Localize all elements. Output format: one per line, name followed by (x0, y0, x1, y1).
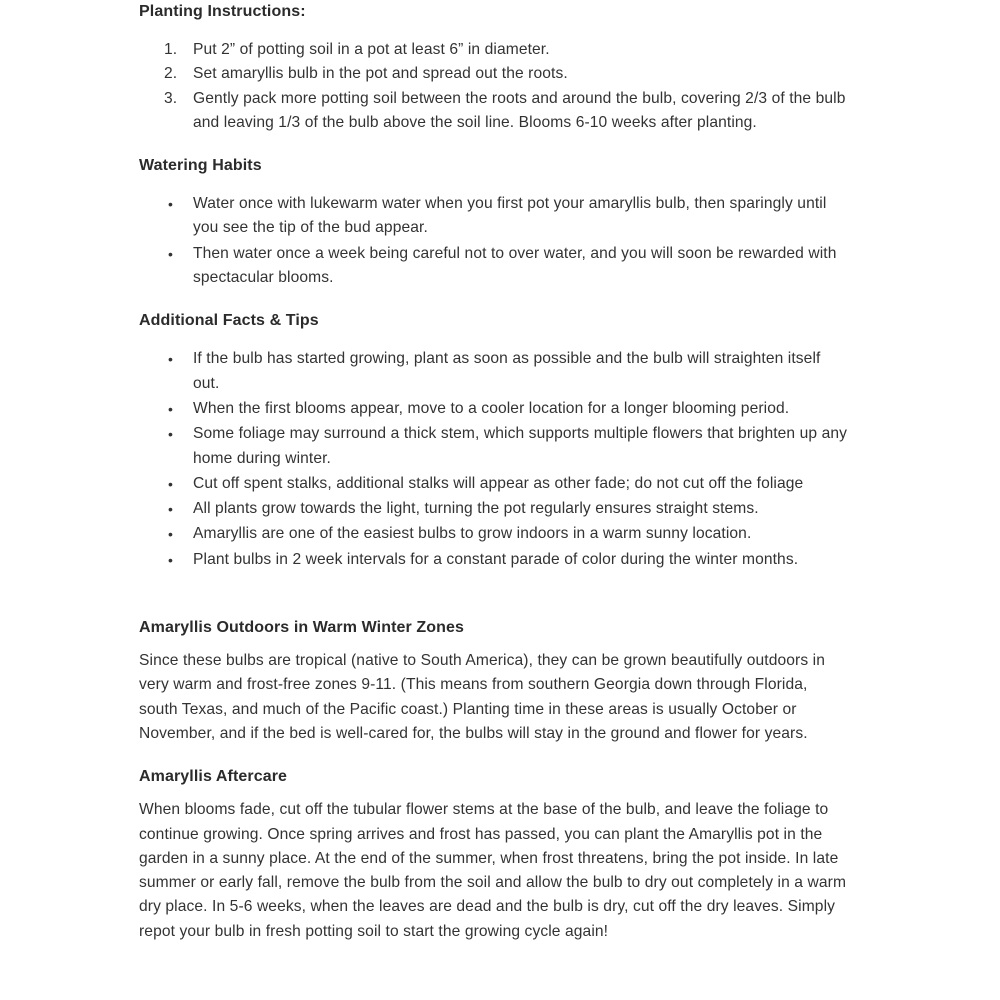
section-heading-outdoors-warm-winter-zones: Amaryllis Outdoors in Warm Winter Zones (139, 619, 464, 637)
list-item: Put 2” of potting soil in a pot at least 6” in diameter. (193, 41, 550, 58)
list-item: • All plants grow towards the light, turning the pot regularly ensures straight stems. (193, 497, 849, 521)
section-heading-planting-instructions: Planting Instructions: (139, 3, 306, 20)
list-item: • Water once with lukewarm water when you first pot your amaryllis bulb, then sparingly until you see the tip of the bud appear. (193, 192, 849, 241)
list-item: Gently pack more potting soil between the roots and around the bulb, covering 2/3 of the bulb and leaving 1/3 of the bulb above the soil line. Blooms 6-10 weeks after planting. (193, 89, 846, 131)
list-item: • Some foliage may surround a thick stem, which supports multiple flowers that brighten up any home during winter. (193, 422, 849, 471)
list-item: • If the bulb has started growing, plant as soon as possible and the bulb will straighten itself out. (193, 347, 849, 396)
planting-steps-list (139, 38, 849, 135)
section-heading-additional-facts: Additional Facts & Tips (139, 312, 319, 330)
section-heading-amaryllis-aftercare: Amaryllis Aftercare (139, 768, 288, 786)
list-item: Set amaryllis bulb in the pot and spread out the roots. (193, 65, 568, 83)
document-body (139, 2, 849, 944)
list-item: • Amaryllis are one of the easiest bulbs to grow indoors in a warm sunny location. (193, 522, 849, 546)
additional-facts-list (139, 347, 849, 572)
list-item: • Cut off spent stalks, additional stalks will appear as other fade; do not cut off the foliage (193, 472, 849, 496)
list-item: • Plant bulbs in 2 week intervals for a constant parade of color during the winter months. (193, 548, 849, 572)
watering-habits-list (139, 192, 849, 290)
outdoors-paragraph: Since these bulbs are tropical (native to South America), they can be grown beautifully outdoors in very warm and frost-free zones 9-11. (This means from southern Georgia down through Florida, south Texas, and much of the Pacific coast.) Planting time in these areas is usually October or November, and if the bed is well-cared for, the bulbs will stay in the ground and flower for years. (139, 652, 826, 742)
list-item: • When the first blooms appear, move to a cooler location for a longer blooming period. (193, 397, 849, 421)
section-heading-watering-habits: Watering Habits (139, 157, 262, 175)
aftercare-paragraph: When blooms fade, cut off the tubular flower stems at the base of the bulb, and leave the foliage to continue growing. Once spring arrives and frost has passed, you can plant the Amaryllis pot in the garden in a sunny place. At the end of the summer, when frost threatens, bring the pot inside. In late summer or early fall, remove the bulb from the soil and allow the bulb to dry out completely in a warm dry place. In 5-6 weeks, when the leaves are dead and the bulb is dry, cut off the dry leaves. Simply repot your bulb in fresh potting soil to start the growing cycle again! (139, 801, 847, 940)
list-item: • Then water once a week being careful not to over water, and you will soon be rewarded with spectacular blooms. (193, 242, 849, 291)
